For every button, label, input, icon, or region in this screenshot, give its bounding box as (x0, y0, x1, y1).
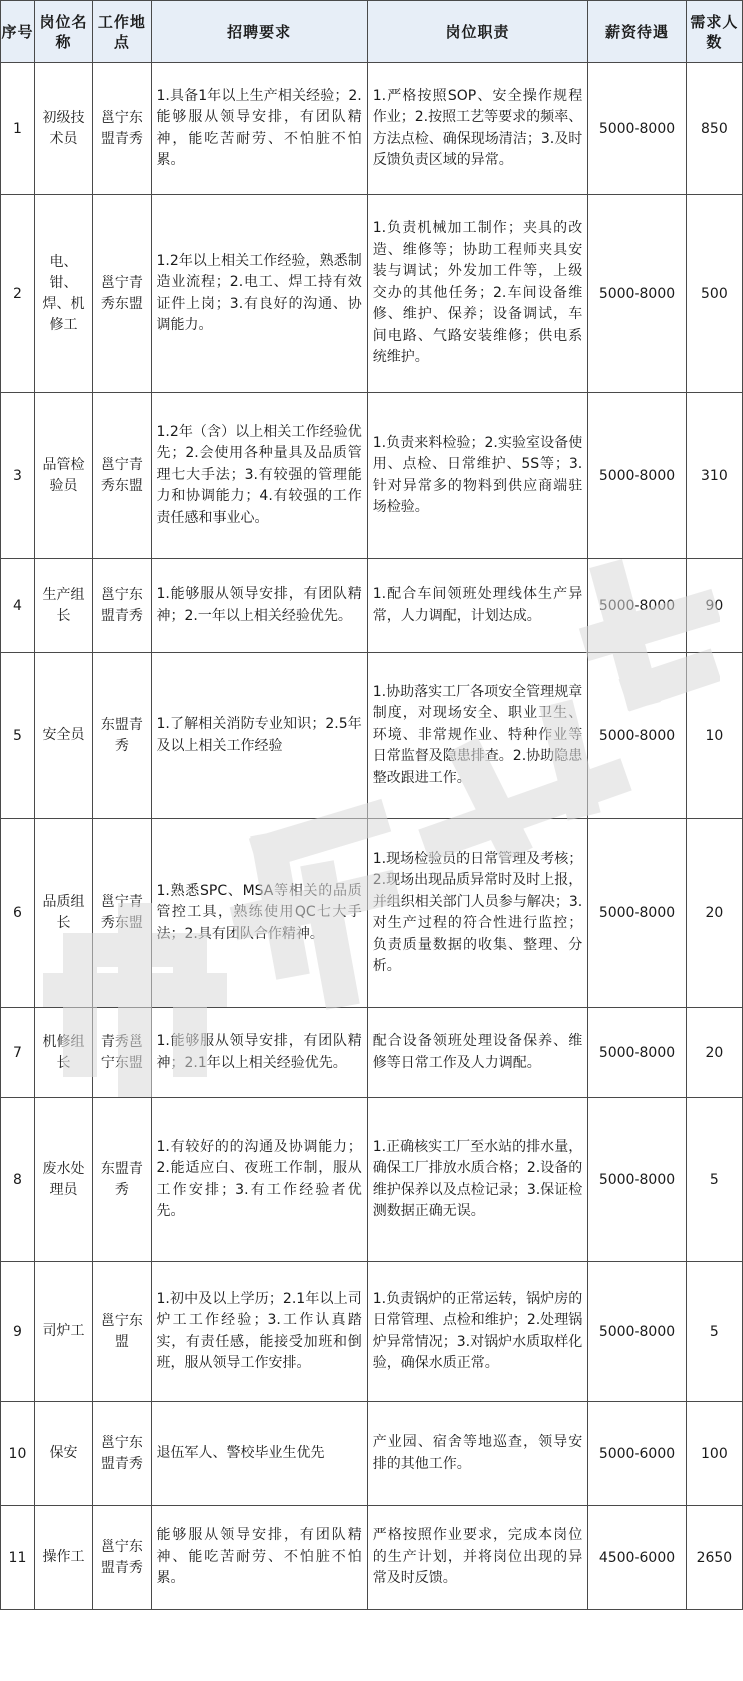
cell-seq: 3 (1, 393, 35, 559)
cell-requirements: 1.熟悉SPC、MSA等相关的品质管控工具，熟练使用QC七大手法；2.具有团队合作精神。 (151, 819, 367, 1008)
cell-position: 品质组长 (34, 819, 92, 1008)
cell-salary: 5000-8000 (588, 653, 687, 819)
cell-position: 安全员 (34, 653, 92, 819)
cell-salary: 5000-8000 (588, 1262, 687, 1402)
cell-salary: 4500-6000 (588, 1506, 687, 1610)
cell-location: 邕宁东盟 (93, 1262, 151, 1402)
cell-seq: 7 (1, 1008, 35, 1098)
cell-duties: 产业园、宿舍等地巡查，领导安排的其他工作。 (367, 1402, 587, 1506)
cell-headcount: 5 (686, 1098, 742, 1262)
table-row (1, 1506, 743, 1610)
cell-seq: 9 (1, 1262, 35, 1402)
table-row (1, 393, 743, 559)
cell-requirements: 1.了解相关消防专业知识；2.5年及以上相关工作经验 (151, 653, 367, 819)
cell-seq: 5 (1, 653, 35, 819)
cell-location: 邕宁东盟青秀 (93, 559, 151, 653)
cell-duties: 1.严格按照SOP、安全操作规程作业；2.按照工艺等要求的频率、方法点检、确保现场清洁；3.及时反馈负责区域的异常。 (367, 63, 587, 195)
cell-requirements: 1.能够服从领导安排，有团队精神；2.一年以上相关经验优先。 (151, 559, 367, 653)
cell-requirements: 1.初中及以上学历；2.1年以上司炉工工作经验；3.工作认真踏实，有责任感，能接受加班和倒班，服从领导工作安排。 (151, 1262, 367, 1402)
cell-position: 司炉工 (34, 1262, 92, 1402)
table-row (1, 819, 743, 1008)
cell-location: 邕宁东盟青秀 (93, 1506, 151, 1610)
cell-location: 邕宁青秀东盟 (93, 819, 151, 1008)
cell-duties: 1.负责来料检验；2.实验室设备使用、点检、日常维护、5S等；3.针对异常多的物料到供应商端驻场检验。 (367, 393, 587, 559)
header-salary: 薪资待遇 (588, 1, 687, 63)
cell-position: 品管检验员 (34, 393, 92, 559)
cell-location: 东盟青秀 (93, 653, 151, 819)
cell-headcount: 500 (686, 195, 742, 393)
table-row (1, 1008, 743, 1098)
cell-duties: 1.正确核实工厂至水站的排水量，确保工厂排放水质合格；2.设备的维护保养以及点检记录；3.保证检测数据正确无误。 (367, 1098, 587, 1262)
table-row (1, 559, 743, 653)
cell-duties: 1.协助落实工厂各项安全管理规章制度，对现场安全、职业卫生、环境、非常规作业、特种作业等日常监督及隐患排查。2.协助隐患整改跟进工作。 (367, 653, 587, 819)
cell-position: 废水处理员 (34, 1098, 92, 1262)
cell-position: 操作工 (34, 1506, 92, 1610)
cell-salary: 5000-8000 (588, 1008, 687, 1098)
cell-requirements: 能够服从领导安排，有团队精神、能吃苦耐劳、不怕脏不怕累。 (151, 1506, 367, 1610)
cell-headcount: 310 (686, 393, 742, 559)
cell-headcount: 90 (686, 559, 742, 653)
cell-headcount: 2650 (686, 1506, 742, 1610)
cell-headcount: 10 (686, 653, 742, 819)
cell-salary: 5000-8000 (588, 559, 687, 653)
cell-headcount: 20 (686, 1008, 742, 1098)
cell-headcount: 5 (686, 1262, 742, 1402)
cell-position: 电、钳、焊、机修工 (34, 195, 92, 393)
header-seq: 序号 (1, 1, 35, 63)
cell-duties: 严格按照作业要求，完成本岗位的生产计划，并将岗位出现的异常及时反馈。 (367, 1506, 587, 1610)
cell-seq: 6 (1, 819, 35, 1008)
cell-salary: 5000-8000 (588, 393, 687, 559)
table-row (1, 1402, 743, 1506)
cell-seq: 8 (1, 1098, 35, 1262)
header-headcount: 需求人数 (686, 1, 742, 63)
table-row (1, 653, 743, 819)
table-row (1, 1098, 743, 1262)
cell-duties: 1.负责机械加工制作；夹具的改造、维修等；协助工程师夹具安装与调试；外发加工件等，上级交办的其他任务；2.车间设备维修、维护、保养；设备调试，车间电路、气路安装维修；供电系统维护。 (367, 195, 587, 393)
cell-seq: 11 (1, 1506, 35, 1610)
table-row (1, 63, 743, 195)
cell-headcount: 100 (686, 1402, 742, 1506)
cell-duties: 1.配合车间领班处理线体生产异常，人力调配，计划达成。 (367, 559, 587, 653)
cell-salary: 5000-8000 (588, 63, 687, 195)
cell-location: 邕宁东盟青秀 (93, 63, 151, 195)
cell-position: 生产组长 (34, 559, 92, 653)
cell-location: 邕宁东盟青秀 (93, 1402, 151, 1506)
cell-salary: 5000-8000 (588, 819, 687, 1008)
cell-seq: 2 (1, 195, 35, 393)
cell-duties: 配合设备领班处理设备保养、维修等日常工作及人力调配。 (367, 1008, 587, 1098)
cell-location: 邕宁青秀东盟 (93, 393, 151, 559)
header-requirements: 招聘要求 (151, 1, 367, 63)
cell-duties: 1.现场检验员的日常管理及考核；2.现场出现品质异常时及时上报，并组织相关部门人员参与解决；3.对生产过程的符合性进行监控；负责质量数据的收集、整理、分析。 (367, 819, 587, 1008)
cell-location: 邕宁青秀东盟 (93, 195, 151, 393)
cell-position: 保安 (34, 1402, 92, 1506)
cell-salary: 5000-6000 (588, 1402, 687, 1506)
cell-position: 机修组长 (34, 1008, 92, 1098)
cell-requirements: 1.有较好的的沟通及协调能力；2.能适应白、夜班工作制，服从工作安排；3.有工作经验者优先。 (151, 1098, 367, 1262)
header-position: 岗位名称 (34, 1, 92, 63)
cell-requirements: 1.具备1年以上生产相关经验；2.能够服从领导安排，有团队精神，能吃苦耐劳、不怕脏不怕累。 (151, 63, 367, 195)
header-duties: 岗位职责 (367, 1, 587, 63)
cell-position: 初级技术员 (34, 63, 92, 195)
cell-requirements: 1.2年（含）以上相关工作经验优先；2.会使用各种量具及品质管理七大手法；3.有较强的管理能力和协调能力；4.有较强的工作责任感和事业心。 (151, 393, 367, 559)
header-location: 工作地点 (93, 1, 151, 63)
cell-salary: 5000-8000 (588, 1098, 687, 1262)
cell-location: 东盟青秀 (93, 1098, 151, 1262)
cell-seq: 10 (1, 1402, 35, 1506)
cell-salary: 5000-8000 (588, 195, 687, 393)
table-row (1, 1262, 743, 1402)
cell-headcount: 850 (686, 63, 742, 195)
cell-headcount: 20 (686, 819, 742, 1008)
cell-requirements: 退伍军人、警校毕业生优先 (151, 1402, 367, 1506)
cell-duties: 1.负责锅炉的正常运转，锅炉房的日常管理、点检和维护；2.处理锅炉异常情况；3.对锅炉水质取样化验，确保水质正常。 (367, 1262, 587, 1402)
cell-seq: 1 (1, 63, 35, 195)
cell-requirements: 1.2年以上相关工作经验，熟悉制造业流程；2.电工、焊工持有效证件上岗；3.有良好的沟通、协调能力。 (151, 195, 367, 393)
header-row (1, 1, 743, 63)
cell-location: 青秀邕宁东盟 (93, 1008, 151, 1098)
cell-seq: 4 (1, 559, 35, 653)
cell-requirements: 1.能够服从领导安排，有团队精神；2.1年以上相关经验优先。 (151, 1008, 367, 1098)
table-row (1, 195, 743, 393)
